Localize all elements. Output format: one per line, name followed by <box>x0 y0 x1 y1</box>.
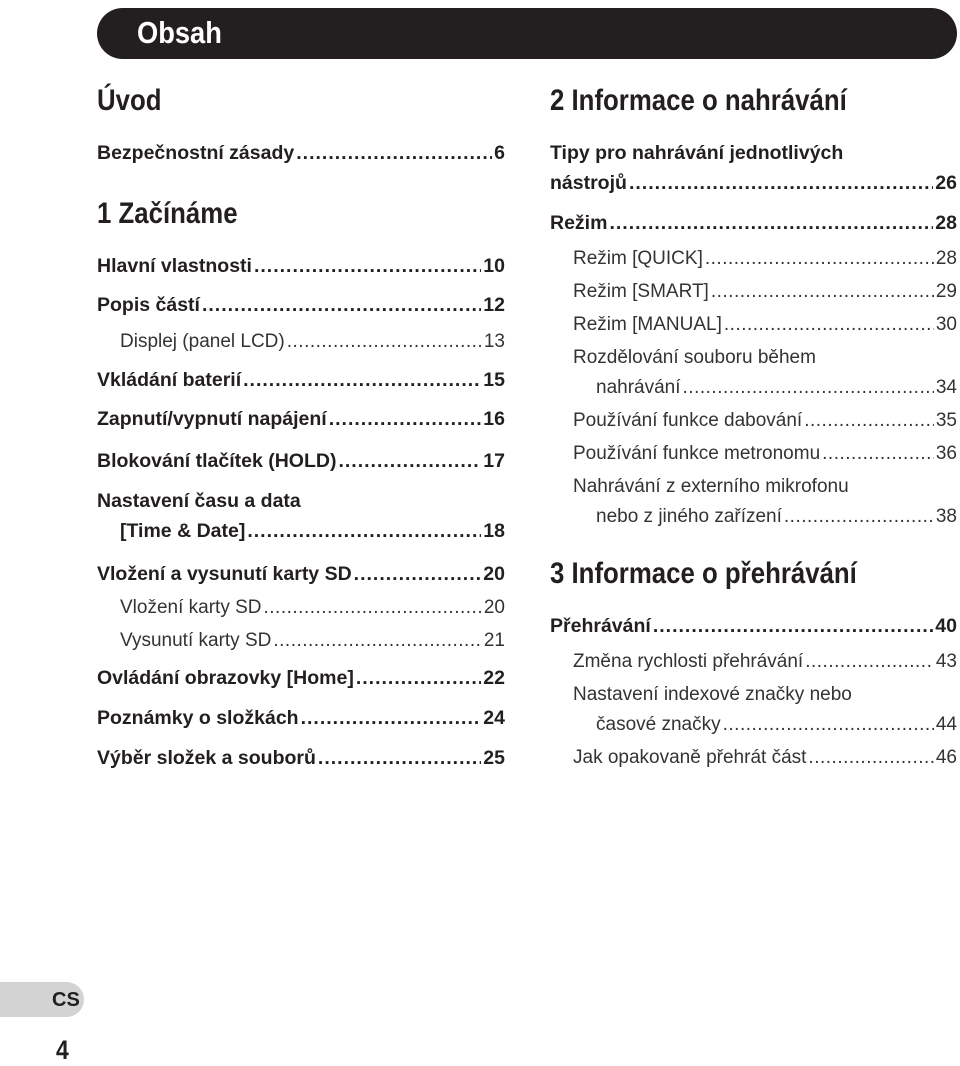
toc-entry-page: 36 <box>935 443 957 464</box>
toc-entry[interactable] <box>97 450 505 473</box>
toc-subentry[interactable] <box>573 410 957 432</box>
toc-subentry[interactable] <box>573 651 957 673</box>
toc-subentry[interactable] <box>573 443 957 465</box>
toc-entry-page: 44 <box>935 714 957 735</box>
toc-entry-page: 43 <box>935 651 957 672</box>
toc-entry-label: nástrojů <box>550 172 627 194</box>
toc-entry-label-line1: Rozdělování souboru během <box>573 347 816 368</box>
toc-entry-label: Vložení karty SD <box>120 597 262 618</box>
toc-entry-label: časové značky <box>596 714 721 735</box>
toc-entry-label-line1: Tipy pro nahrávání jednotlivých <box>550 142 844 164</box>
toc-entry-page: 12 <box>483 294 505 316</box>
toc-entry-label: Blokování tlačítek (HOLD) <box>97 450 337 472</box>
toc-entry-label: Poznámky o složkách <box>97 707 299 729</box>
toc-entry-page: 16 <box>483 408 505 430</box>
toc-entry[interactable] <box>550 212 957 235</box>
section-title-intro: Úvod <box>97 84 162 117</box>
toc-subentry[interactable] <box>120 597 505 619</box>
toc-entry[interactable] <box>97 142 505 165</box>
toc-subentry[interactable] <box>596 714 957 736</box>
toc-entry-page: 30 <box>935 314 957 335</box>
toc-entry-label: nahrávání <box>596 377 681 398</box>
toc-entry-label: Ovládání obrazovky [Home] <box>97 667 354 689</box>
toc-entry-page: 21 <box>483 630 505 651</box>
toc-entry-label: Displej (panel LCD) <box>120 331 285 352</box>
toc-entry-label: Používání funkce metronomu <box>573 443 821 464</box>
toc-entry-label: Vkládání baterií <box>97 369 242 391</box>
toc-entry-page: 38 <box>935 506 957 527</box>
toc-entry-page: 28 <box>935 212 957 234</box>
toc-entry-label: Režim [SMART] <box>573 281 709 302</box>
page-title: Obsah <box>137 15 222 50</box>
toc-entry-label: Přehrávání <box>550 615 651 637</box>
toc-subentry[interactable] <box>596 506 957 528</box>
toc-entry-label: Režim [MANUAL] <box>573 314 722 335</box>
toc-entry[interactable] <box>120 520 505 543</box>
toc-entry-label: Režim <box>550 212 608 234</box>
toc-entry-label: Změna rychlosti přehrávání <box>573 651 804 672</box>
toc-entry-page: 22 <box>483 667 505 689</box>
header-bar <box>97 8 957 59</box>
toc-entry-page: 15 <box>483 369 505 391</box>
toc-entry-page: 29 <box>935 281 957 302</box>
toc-subentry[interactable] <box>573 248 957 270</box>
toc-entry[interactable] <box>550 615 957 638</box>
toc-subentry[interactable] <box>596 377 957 399</box>
language-code: CS <box>52 989 80 1011</box>
toc-entry-page: 25 <box>483 747 505 769</box>
toc-entry-page: 10 <box>483 255 505 277</box>
toc-subentry[interactable] <box>573 281 957 303</box>
toc-subentry[interactable] <box>573 747 957 769</box>
toc-entry-label: Jak opakovaně přehrát část <box>573 747 807 768</box>
toc-entry-label: Zapnutí/vypnutí napájení <box>97 408 327 430</box>
toc-entry[interactable] <box>97 408 505 431</box>
toc-subentry[interactable] <box>573 314 957 336</box>
toc-entry-label: Vložení a vysunutí karty SD <box>97 563 352 585</box>
toc-entry-page: 46 <box>935 747 957 768</box>
toc-entry-label: Vysunutí karty SD <box>120 630 272 651</box>
toc-entry-label: Používání funkce dabování <box>573 410 803 431</box>
section-title-2: 2 Informace o nahrávání <box>550 84 847 117</box>
toc-entry[interactable] <box>97 747 505 770</box>
page-number: 4 <box>56 1035 69 1065</box>
toc-entry-label-line1: Nahrávání z externího mikrofonu <box>573 476 849 497</box>
toc-entry-page: 35 <box>935 410 957 431</box>
toc-entry[interactable] <box>97 707 505 730</box>
toc-subentry[interactable] <box>120 331 505 353</box>
toc-entry[interactable] <box>97 294 505 317</box>
toc-entry-label: Bezpečnostní zásady <box>97 142 295 164</box>
toc-entry-label: Výběr složek a souborů <box>97 747 316 769</box>
toc-entry-page: 24 <box>483 707 505 729</box>
toc-subentry[interactable] <box>120 630 505 652</box>
toc-entry-label: [Time & Date] <box>120 520 246 542</box>
toc-entry-label: Režim [QUICK] <box>573 248 703 269</box>
section-title-1: 1 Začínáme <box>97 197 238 230</box>
toc-entry[interactable] <box>550 172 957 195</box>
toc-entry-page: 17 <box>483 450 505 472</box>
toc-entry[interactable] <box>97 255 505 278</box>
toc-entry[interactable] <box>97 667 505 690</box>
section-title-3: 3 Informace o přehrávání <box>550 557 857 590</box>
toc-entry-page: 18 <box>483 520 505 542</box>
toc-entry[interactable] <box>97 563 505 586</box>
toc-entry-page: 26 <box>935 172 957 194</box>
toc-entry-page: 20 <box>483 597 505 618</box>
toc-entry-label-line1: Nastavení času a data <box>97 490 301 512</box>
toc-entry-label: nebo z jiného zařízení <box>596 506 782 527</box>
toc-entry-page: 34 <box>935 377 957 398</box>
toc-entry-page: 28 <box>935 248 957 269</box>
toc-entry-label-line1: Nastavení indexové značky nebo <box>573 684 852 705</box>
toc-entry-label: Popis částí <box>97 294 200 316</box>
toc-entry-label: Hlavní vlastnosti <box>97 255 252 277</box>
toc-entry[interactable] <box>97 369 505 392</box>
toc-entry-page: 20 <box>483 563 505 585</box>
toc-entry-page: 40 <box>935 615 957 637</box>
toc-entry-page: 13 <box>483 331 505 352</box>
toc-entry-page: 6 <box>494 142 505 164</box>
